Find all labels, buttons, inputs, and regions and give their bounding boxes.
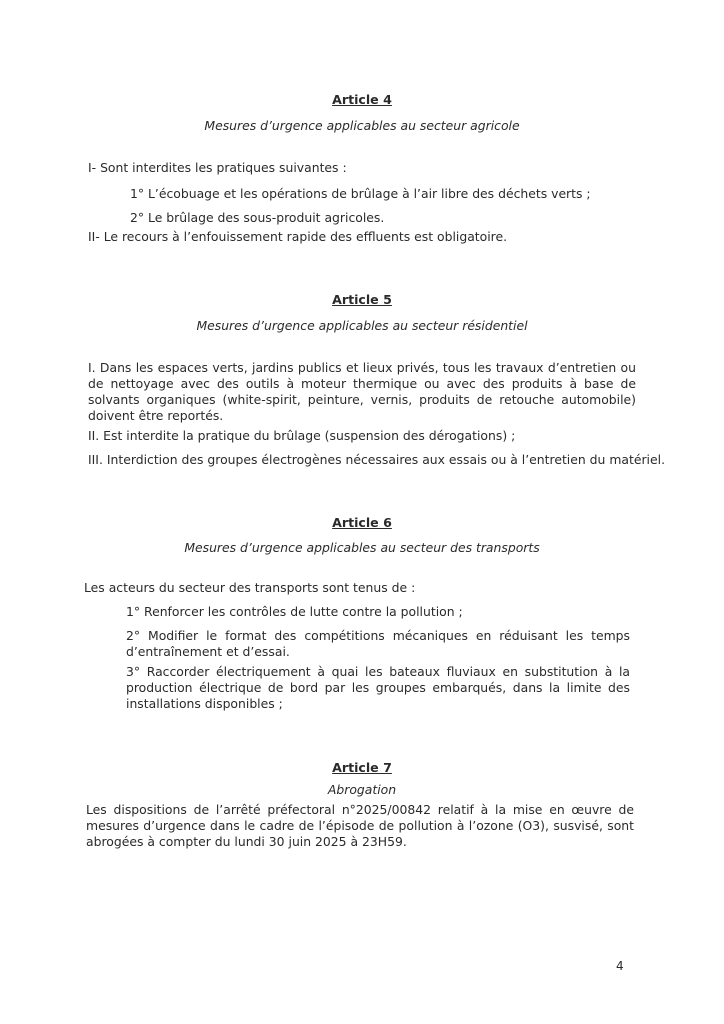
article-4-item-2: 2° Le brûlage des sous-produit agricoles.	[130, 210, 385, 225]
article-5-subtitle: Mesures d’urgence applicables au secteur résidentiel	[196, 318, 528, 333]
article-6-title: Article 6	[332, 515, 392, 530]
article-7-paragraph-1: Les dispositions de l’arrêté préfectoral n°2025/00842 relatif à la mise en œuvre de mesures d’urgence dans le cadre de l’épisode de pollution à l’ozone (O3), susvisé, sont abrogées à compter du lundi 30 juin 2025 à 23H59.	[86, 802, 634, 849]
article-7-subtitle: Abrogation	[327, 782, 397, 797]
article-4-subtitle: Mesures d’urgence applicables au secteur agricole	[204, 118, 520, 133]
article-5-paragraph-1: I. Dans les espaces verts, jardins publics et lieux privés, tous les travaux d’entretien ou de nettoyage avec des outils à moteur thermique ou avec des produits à base de solvants organiques (white-spirit, peinture, vernis, produits de retouche automobile) doivent être reportés.	[88, 360, 636, 423]
article-5-paragraph-3: III. Interdiction des groupes électrogènes nécessaires aux essais ou à l’entretien du matériel.	[88, 452, 666, 467]
article-7-title: Article 7	[332, 760, 392, 775]
article-5-title: Article 5	[332, 292, 392, 307]
article-6-subtitle: Mesures d’urgence applicables au secteur des transports	[184, 540, 540, 555]
article-6-item-2: 2° Modifier le format des compétitions mécaniques en réduisant les temps d’entraînement et d’essai.	[126, 628, 630, 659]
article-6-item-1: 1° Renforcer les contrôles de lutte contre la pollution ;	[126, 604, 463, 619]
page-number: 4	[616, 959, 624, 973]
article-6-intro: Les acteurs du secteur des transports sont tenus de :	[84, 580, 416, 595]
article-4-title: Article 4	[332, 92, 392, 107]
article-4-item-1: 1° L’écobuage et les opérations de brûlage à l’air libre des déchets verts ;	[130, 186, 591, 201]
article-6-item-3: 3° Raccorder électriquement à quai les bateaux fluviaux en substitution à la production électrique de bord par les groupes embarqués, dans la limite des installations disponibles ;	[126, 664, 630, 711]
article-4-item-3: II- Le recours à l’enfouissement rapide des effluents est obligatoire.	[88, 229, 508, 244]
article-4-intro: I- Sont interdites les pratiques suivantes :	[88, 160, 347, 175]
article-5-paragraph-2: II. Est interdite la pratique du brûlage (suspension des dérogations) ;	[88, 428, 516, 443]
